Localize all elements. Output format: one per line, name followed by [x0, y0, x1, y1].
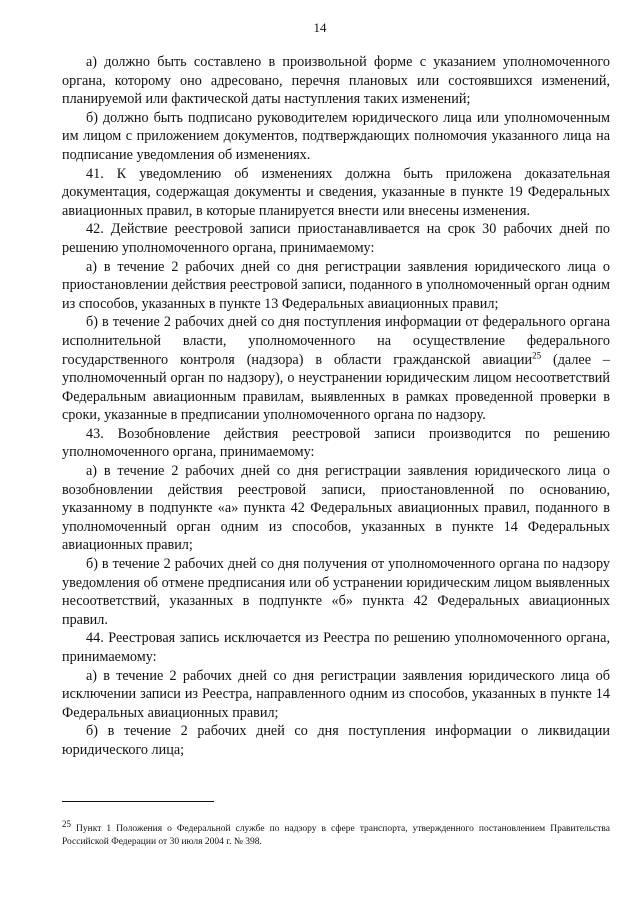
paragraph-with-footnote: [62, 313, 610, 425]
page-number: 14: [313, 20, 327, 35]
paragraph: б) в течение 2 рабочих дней со дня поступления информации о ликвидации юридического лица;: [62, 723, 610, 758]
paragraph: а) должно быть составлено в произвольной форме с указанием уполномоченного органа, которому оно адресовано, перечня плановых или состоявшихся изменений, планируемой или фактической даты наступления таких изменений;: [62, 54, 610, 108]
footnote-reference: 25: [532, 349, 542, 360]
paragraph: а) в течение 2 рабочих дней со дня регистрации заявления юридического лица о возобновлении действия реестровой записи, приостановленной по основанию, указанному в подпункте «а» пункта 42 Федеральных авиационных правил, поданного в уполномоченный орган одним из способов, указанных в пункте 14 Федеральных авиационных правил;: [62, 463, 610, 554]
paragraph: 42. Действие реестровой записи приостанавливается на срок 30 рабочих дней по решению уполномоченного органа, принимаемому:: [62, 221, 610, 256]
paragraph: б) в течение 2 рабочих дней со дня получения от уполномоченного органа по надзору уведомления об отмене предписания или об устранении юридическим лицом выявленных несоответствий, указанных в подпункте «б» пункта 42 Федеральных авиационных правил.: [62, 556, 610, 628]
paragraph: б) должно быть подписано руководителем юридического лица или уполномоченным им лицом с приложением документов, подтверждающих полномочия указанного лица на подписание уведомления об изменениях.: [62, 109, 610, 163]
paragraph: 43. Возобновление действия реестровой записи производится по решению уполномоченного органа, принимаемому:: [62, 425, 610, 461]
paragraph: 44. Реестровая запись исключается из Реестра по решению уполномоченного органа, принимаемому:: [62, 630, 610, 665]
paragraph: 41. К уведомлению об изменениях должна быть приложена доказательная документация, содержащая документы и сведения, указанные в пункте 19 Федеральных авиационных правил, в которые планируется внести или внесены изменения.: [62, 165, 610, 219]
document-body: [62, 53, 610, 760]
footnote: [62, 818, 610, 849]
paragraph-part: б) в течение 2 рабочих дней со дня поступления информации от федерального органа исполнительной власти, уполномоченного на осуществление федерального государственного контроля (надзора) в области гражданской авиации: [62, 314, 610, 368]
paragraph: а) в течение 2 рабочих дней со дня регистрации заявления юридического лица о приостановлении действия реестровой записи, поданного в уполномоченный орган одним из способов, указанных в пункте 13 Федеральных авиационных правил;: [62, 258, 610, 312]
footnote-marker: 25: [62, 818, 71, 829]
footnote-separator: [62, 801, 214, 802]
paragraph: а) в течение 2 рабочих дней со дня регистрации заявления юридического лица об исключении записи из Реестра, направленного одним из способов, указанных в пункте 14 Федеральных авиационных правил;: [62, 667, 610, 721]
paragraph-part: (далее – уполномоченный орган по надзору), о неустранении юридическим лицом несоответствий Федеральным авиационным правилам, выявленных в рамках проведенной проверки в сроки, указанные в предписании уполномоченного органа по надзору.: [62, 351, 610, 424]
footnote-text: Пункт 1 Положения о Федеральной службе по надзору в сфере транспорта, утвержденного постановлением Правительства Российской Федерации от 30 июля 2004 г. № 398.: [62, 824, 610, 847]
